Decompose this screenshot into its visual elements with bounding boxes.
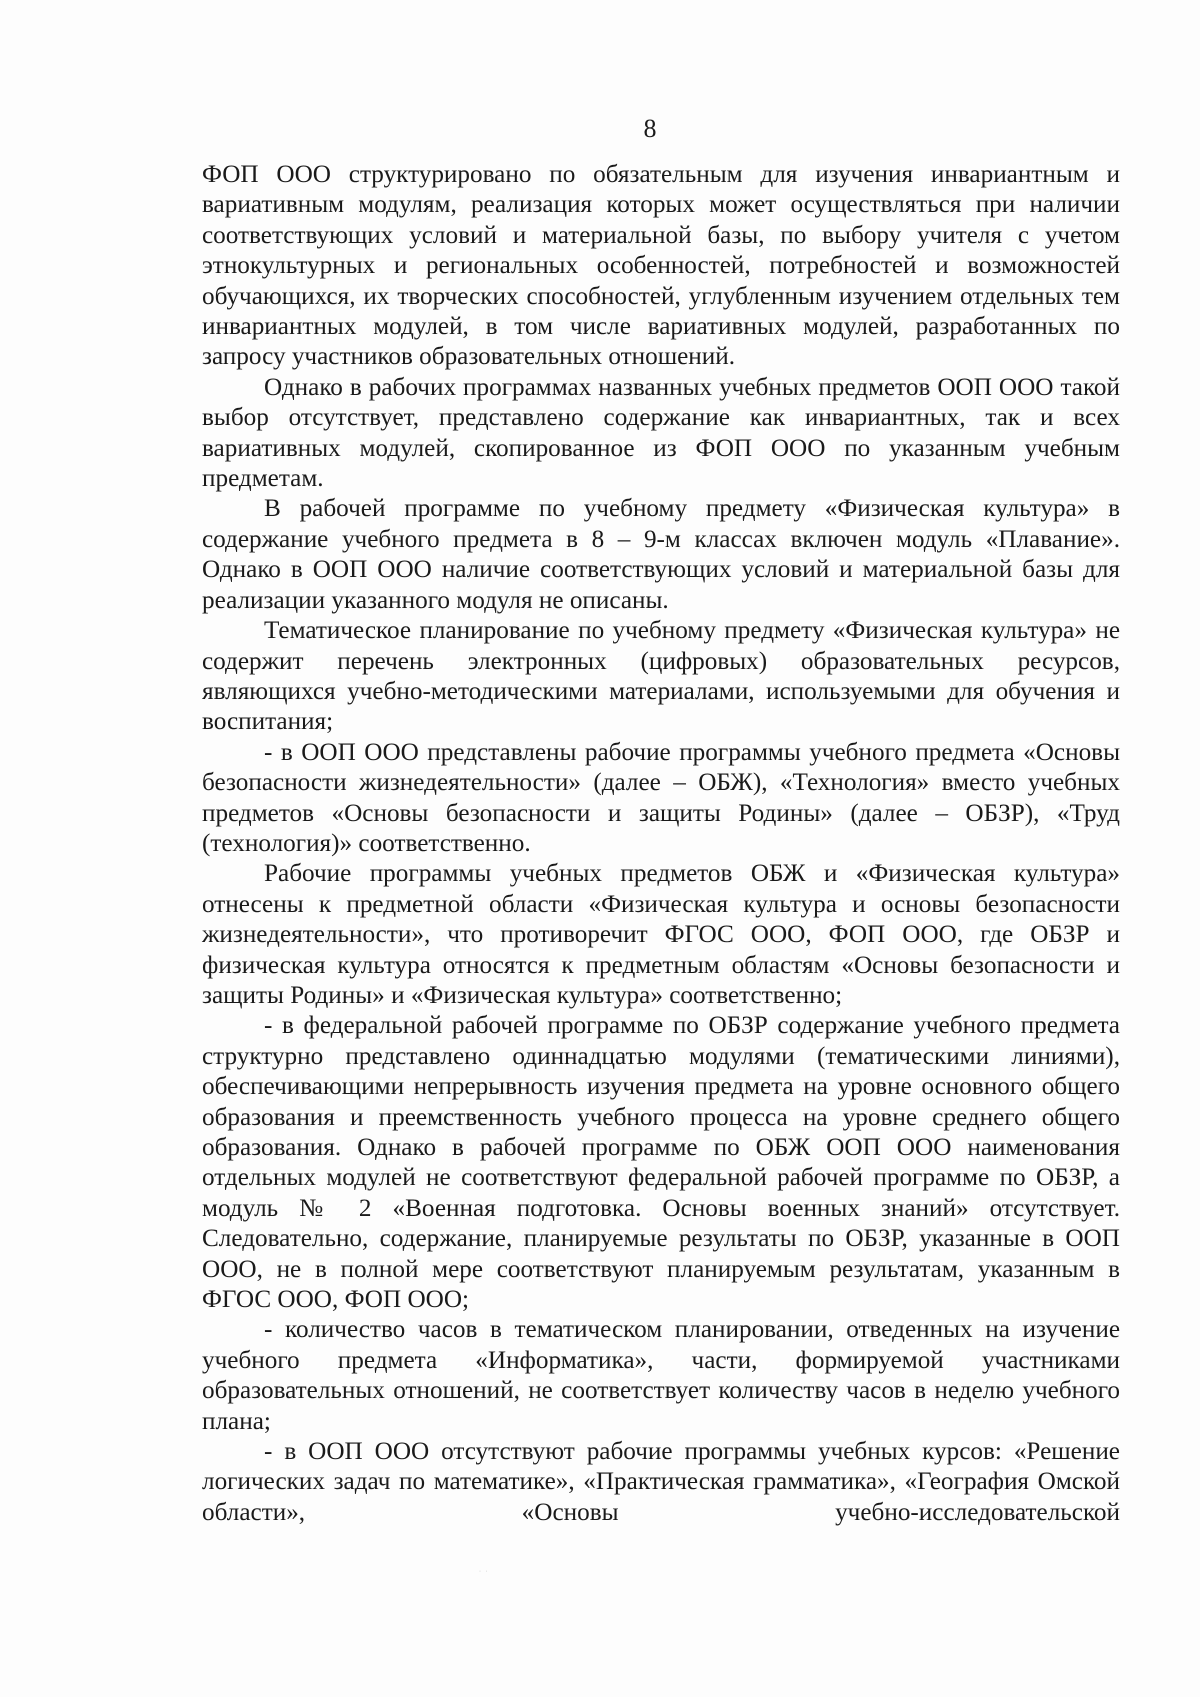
paragraph-informatics-hours: - количество часов в тематическом планировании, отведенных на изучение учебного предмета «Информатика», части, формируемой участниками образовательных отношений, не соответствует количеству часов в неделю учебного плана; (202, 1316, 1120, 1435)
paragraph-missing-courses: - в ООП ООО отсутствуют рабочие программы учебных курсов: «Решение логических задач по математике», «Практическая грамматика», «География Омской области», «Основы учебно-исследовательской (202, 1438, 1120, 1526)
paragraph-obzr-modules: - в федеральной рабочей программе по ОБЗР содержание учебного предмета структурно представлено одиннадцатью модулями (тематическими линиями), обеспечивающими непрерывность изучения предмета на уровне основного общего образования и преемственность учебного процесса на уровне среднего общего образования. Однако в рабочей программе по ОБЖ ООП ООО наименования отдельных модулей не соответствуют федеральной рабочей программе по ОБЗР, а модуль № 2 «Военная подготовка. Основы военных знаний» отсутствует. Следовательно, содержание, планируемые результаты по ОБЗР, указанные в ООП ООО, не в полной мере соответствуют планируемым результатам, указанным в ФГОС ООО, ФОП ООО; (202, 1012, 1120, 1314)
scan-artifact: ˙ ˙ (478, 1570, 489, 1579)
document-body (202, 160, 1120, 1528)
page-number: 8 (643, 114, 657, 143)
paragraph-work-programs-choice: Однако в рабочих программах названных учебных предметов ООП ООО такой выбор отсутствует, представлено содержание как инвариантных, так и всех вариативных модулей, скопированное из ФОП ООО по указанным учебным предметам. (202, 373, 1120, 493)
paragraph-obzh-technology: - в ООП ООО представлены рабочие программы учебного предмета «Основы безопасности жизнедеятельности» (далее – ОБЖ), «Технология» вместо учебных предметов «Основы безопасности и защиты Родины» (далее – ОБЗР), «Труд (технология)» соответственно. (202, 738, 1120, 857)
paragraph-thematic-planning: Тематическое планирование по учебному предмету «Физическая культура» не содержит перечень электронных (цифровых) образовательных ресурсов, являющихся учебно-методическими материалами, используемыми для обучения и воспитания; (202, 617, 1120, 736)
paragraph-swimming-module: В рабочей программе по учебному предмету «Физическая культура» в содержание учебного предмета в 8 – 9-м классах включен модуль «Плавание». Однако в ООП ООО наличие соответствующих условий и материальной базы для реализации указанного модуля не описаны. (202, 495, 1120, 614)
paragraph-fop-structure: ФОП ООО структурировано по обязательным для изучения инвариантным и вариативным модулям, реализация которых может осуществляться при наличии соответствующих условий и материальной базы, по выбору учителя с учетом этнокультурных и региональных особенностей, потребностей и возможностей обучающихся, их творческих способностей, углубленным изучением отдельных тем инвариантных модулей, в том числе вариативных модулей, разработанных по запросу участников образовательных отношений. (202, 161, 1120, 371)
paragraph-subject-areas: Рабочие программы учебных предметов ОБЖ и «Физическая культура» отнесены к предметной области «Физическая культура и основы безопасности жизнедеятельности», что противоречит ФГОС ООО, ФОП ООО, где ОБЗР и физическая культура относятся к предметным областям «Основы безопасности и защиты Родины» и «Физическая культура» соответственно; (202, 860, 1120, 1009)
